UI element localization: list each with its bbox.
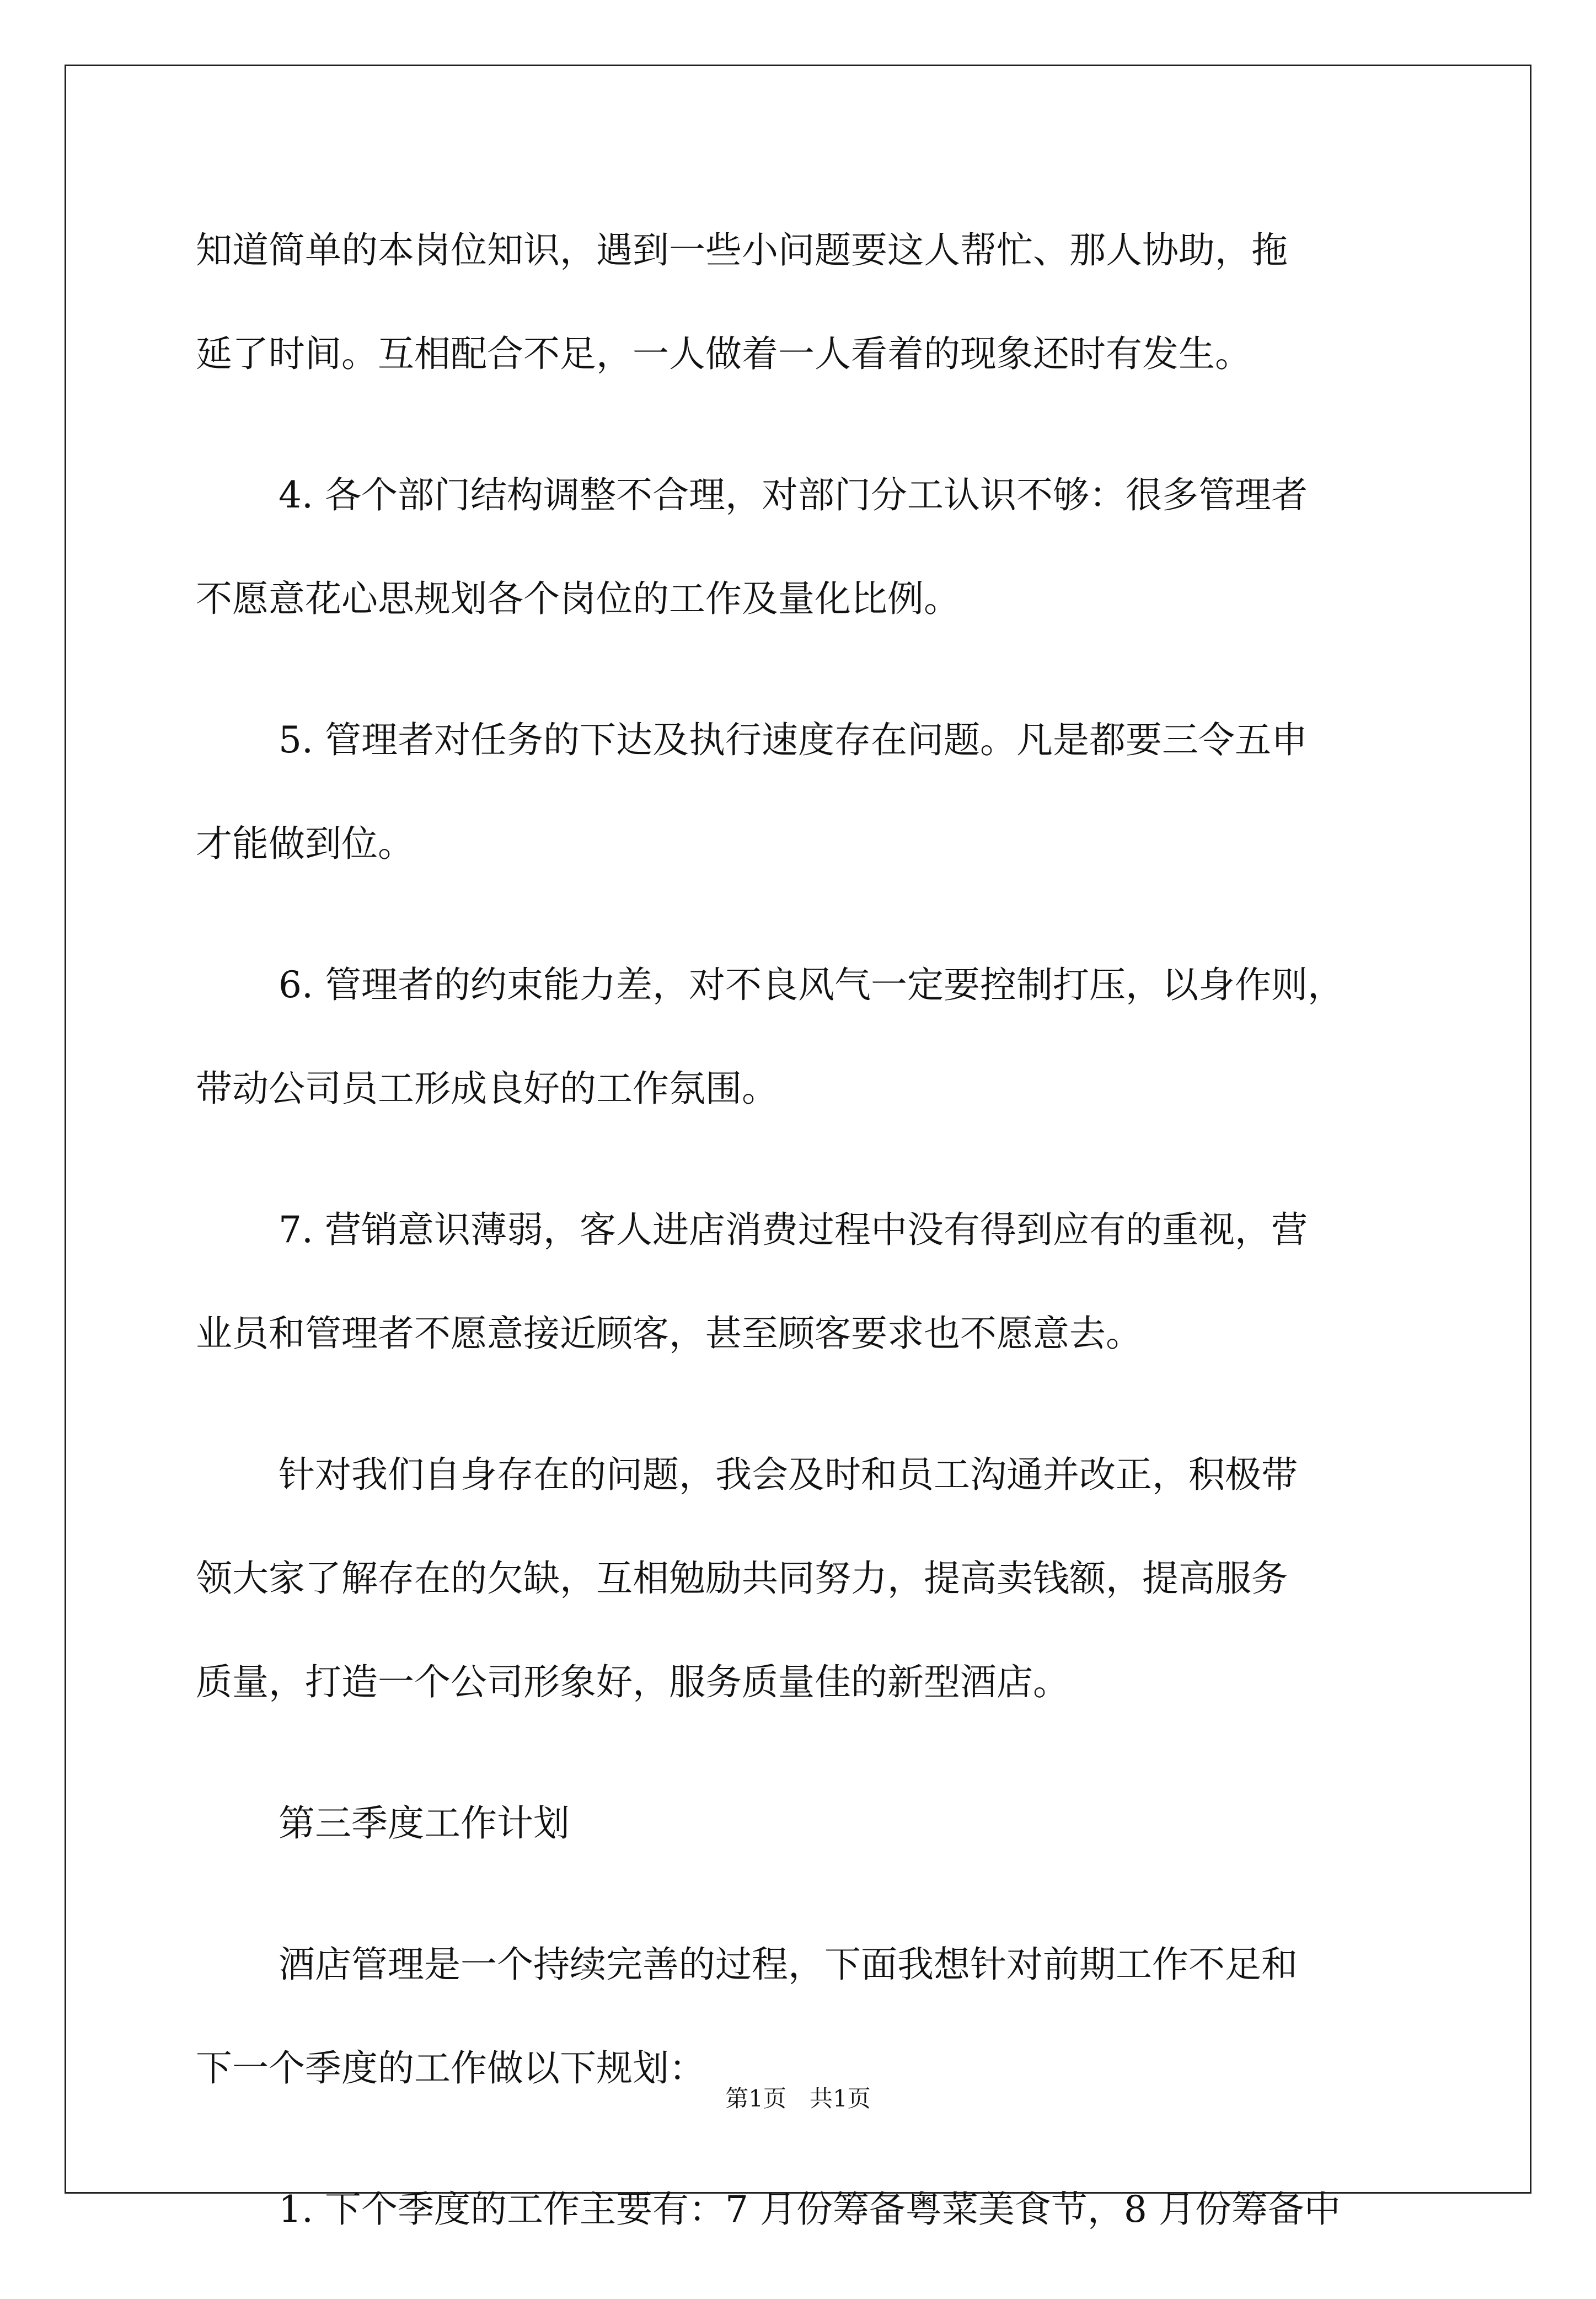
paragraph-line: 酒店管理是一个持续完善的过程，下面我想针对前期工作不足和 [279, 1943, 1298, 1986]
paragraph-line: 领大家了解存在的欠缺，互相勉励共同努力，提高卖钱额，提高服务 [196, 1557, 1288, 1600]
paragraph-line: 质量，打造一个公司形象好，服务质量佳的新型酒店。 [196, 1661, 1069, 1703]
paragraph-line: 6. 管理者的约束能力差，对不良风气一定要控制打压，以身作则， [279, 964, 1344, 1006]
paragraph-line: 1. 下个季度的工作主要有：7 月份筹备粤菜美食节，8 月份筹备中 [279, 2188, 1341, 2231]
paragraph-line: 业员和管理者不愿意接近顾客，甚至顾客要求也不愿意去。 [196, 1312, 1142, 1355]
paragraph-line: 才能做到位。 [196, 822, 414, 865]
paragraph [196, 199, 1409, 406]
paragraph-line: 第三季度工作计划 [279, 1802, 570, 1844]
paragraph-line: 针对我们自身存在的问题，我会及时和员工沟通并改正，积极带 [279, 1453, 1298, 1496]
paragraph-line: 下一个季度的工作做以下规划： [196, 2047, 705, 2089]
paragraph [196, 688, 1409, 896]
paragraph [196, 1772, 1409, 1875]
paragraph [196, 2158, 1409, 2261]
page-footer: 第1页 共1页 [725, 2085, 871, 2112]
paragraph [196, 443, 1409, 651]
paragraph-line: 带动公司员工形成良好的工作氛围。 [196, 1067, 778, 1110]
paragraph [196, 933, 1409, 1141]
paragraph-line: 不愿意花心思规划各个岗位的工作及量化比例。 [196, 578, 960, 620]
document-body [196, 199, 1409, 2299]
paragraph-line: 4. 各个部门结构调整不合理，对部门分工认识不够：很多管理者 [279, 474, 1308, 516]
paragraph-line: 7. 营销意识薄弱，客人进店消费过程中没有得到应有的重视，营 [279, 1209, 1308, 1251]
paragraph-line: 5. 管理者对任务的下达及执行速度存在问题。凡是都要三令五申 [279, 719, 1308, 761]
paragraph-line: 延了时间。互相配合不足，一人做着一人看着的现象还时有发生。 [196, 333, 1251, 375]
paragraph [196, 1178, 1409, 1386]
paragraph [196, 1423, 1409, 1734]
paragraph-line: 知道简单的本岗位知识，遇到一些小问题要这人帮忙、那人协助，拖 [196, 229, 1288, 271]
